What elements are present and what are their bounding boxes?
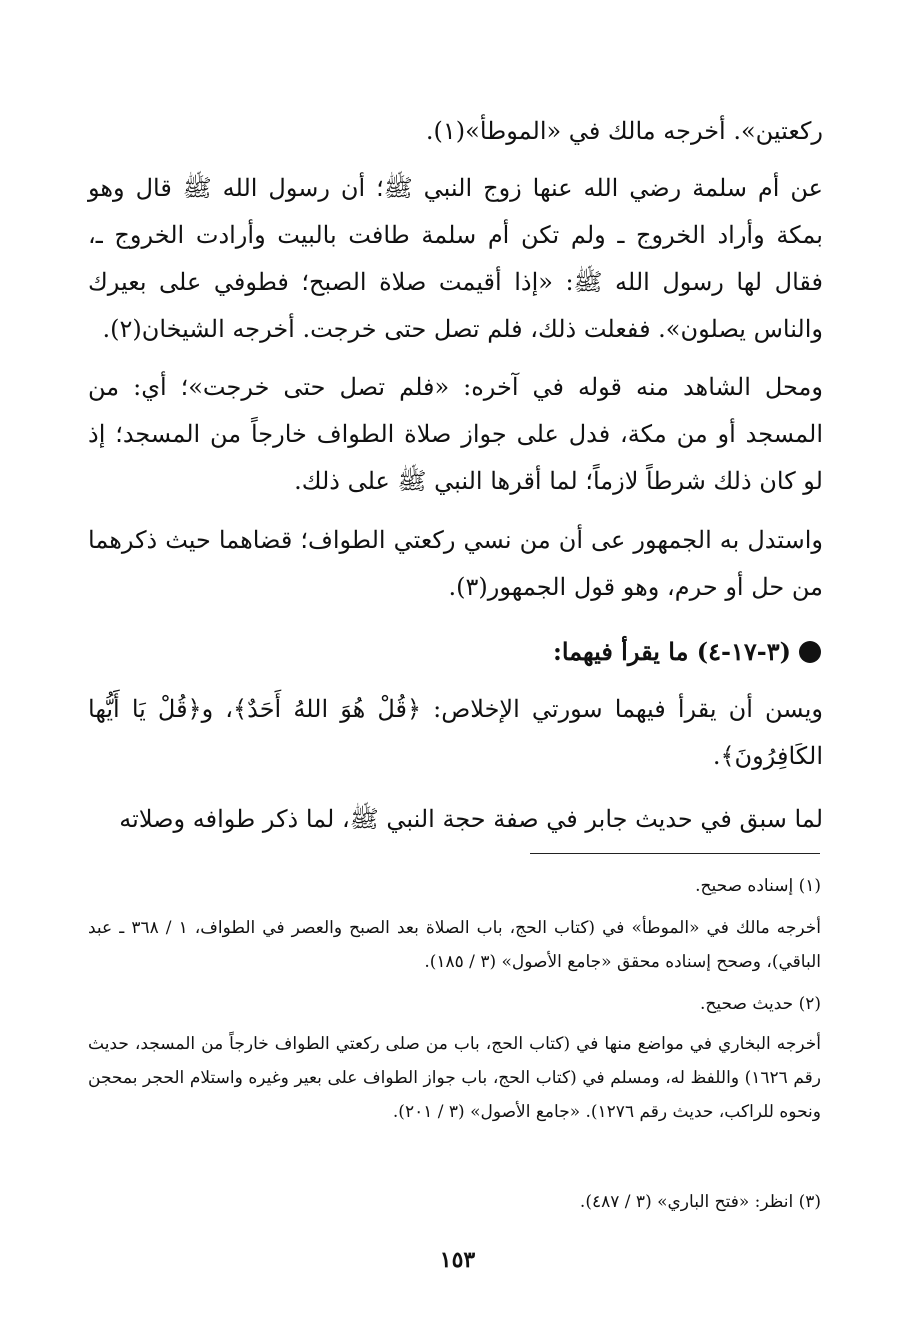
bullet-dot-icon bbox=[799, 641, 821, 663]
paragraph-5: ويسن أن يقرأ فيهما سورتي الإخلاص: ﴿قُلْ هُوَ اللهُ أَحَدٌ﴾، و﴿قُلْ يَا أَيُّها الكَافِرُونَ﴾. bbox=[88, 695, 823, 770]
footnote-separator bbox=[530, 853, 820, 854]
footnote-2-title: (٢) حديث صحيح. bbox=[700, 994, 821, 1014]
paragraph-6: لما سبق في حديث جابر في صفة حجة النبي ﷺ، لما ذكر طوافه وصلاته bbox=[119, 805, 823, 833]
page-number: ١٥٣ bbox=[439, 1247, 476, 1273]
footnote-2-body: أخرجه البخاري في مواضع منها في (كتاب الحج، باب من صلى ركعتي الطواف خارجاً من المسجد، حديث رقم ١٦٢٦) واللفظ له، ومسلم في (كتاب الحج، باب جواز الطواف على بعير وغيره واستلام الحجر بمحجن ونحوه للراكب، حديث رقم ١٢٧٦). «جامع الأصول» (٣ / ٢٠١). bbox=[88, 1034, 821, 1122]
section-heading bbox=[88, 628, 821, 675]
paragraph-4: واستدل به الجمهور عى أن من نسي ركعتي الطواف؛ قضاهما حيث ذكرهما من حل أو حرم، وهو قول الجمهور(٣). bbox=[88, 526, 823, 601]
footnote-1-body: أخرجه مالك في «الموطأ» في (كتاب الحج، باب الصلاة بعد الصبح والعصر في الطواف، ١ / ٣٦٨ ـ عبد الباقي)، وصحح إسناده محقق «جامع الأصول» (٣ / ١٨٥). bbox=[88, 918, 821, 972]
paragraph-2: عن أم سلمة رضي الله عنها زوج النبي ﷺ؛ أن رسول الله ﷺ قال وهو بمكة وأراد الخروج ـ ولم تكن أم سلمة طافت بالبيت وأرادت الخروج ـ، فقال لها رسول الله ﷺ: «إذا أقيمت صلاة الصبح؛ فطوفي على بعيرك والناس يصلون». ففعلت ذلك، فلم تصل حتى خرجت. أخرجه الشيخان(٢). bbox=[88, 174, 823, 343]
paragraph-3: ومحل الشاهد منه قوله في آخره: «فلم تصل حتى خرجت»؛ أي: من المسجد أو من مكة، فدل على جواز صلاة الطواف خارجاً من المسجد؛ إذ لو كان ذلك شرطاً لازماً؛ لما أقرها النبي ﷺ على ذلك. bbox=[88, 373, 823, 495]
footnote-3: (٣) انظر: «فتح الباري» (٣ / ٤٨٧). bbox=[579, 1192, 821, 1212]
paragraph-1: ركعتين». أخرجه مالك في «الموطأ»(١). bbox=[425, 117, 823, 145]
section-heading-text: (٣-١٧-٤) ما يقرأ فيهما: bbox=[552, 637, 791, 666]
footnote-1-title: (١) إسناده صحيح. bbox=[695, 876, 821, 896]
